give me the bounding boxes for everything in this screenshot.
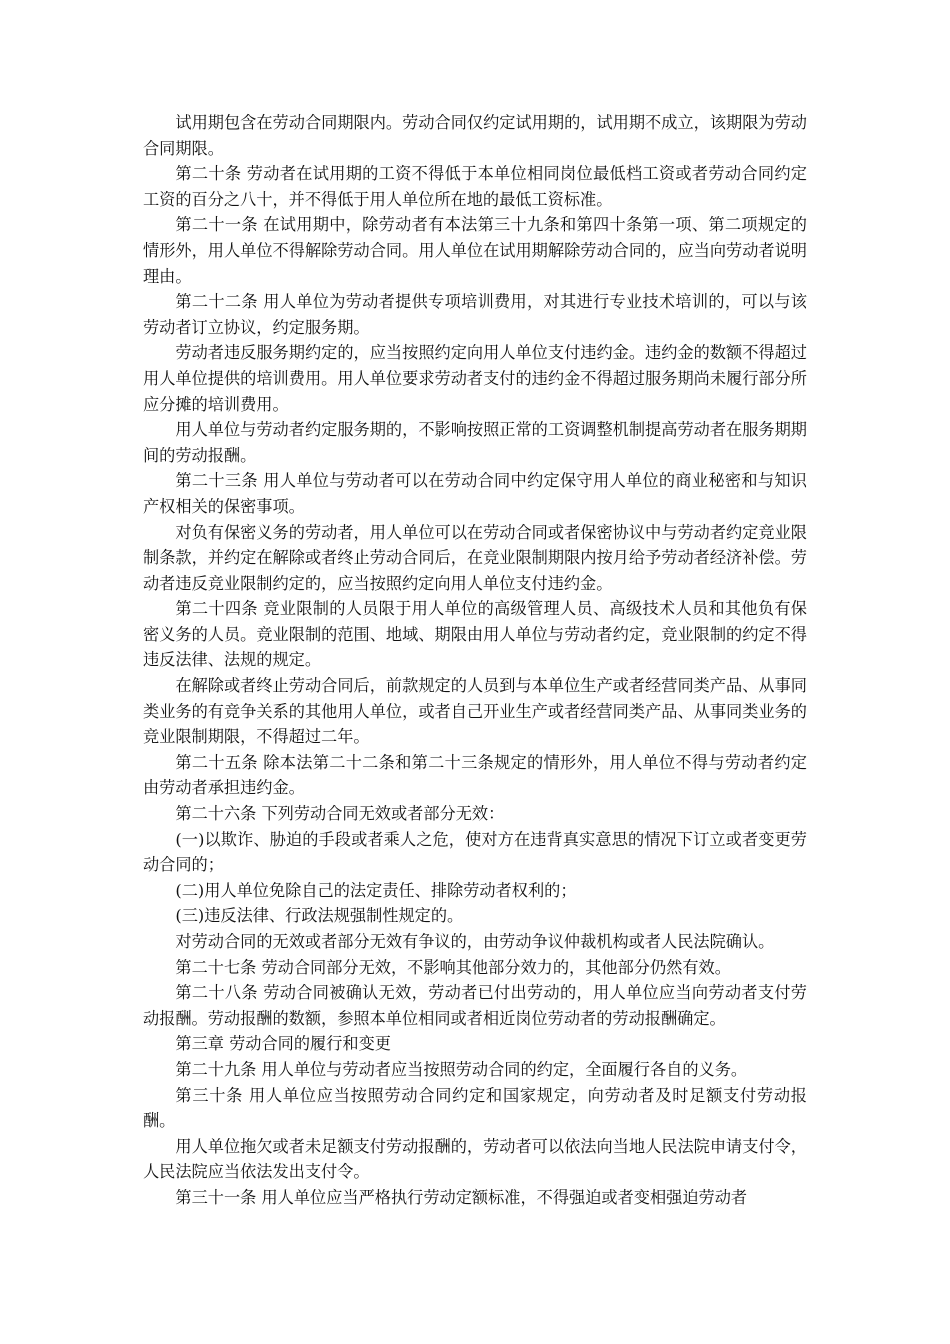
paragraph: 用人单位拖欠或者未足额支付劳动报酬的，劳动者可以依法向当地人民法院申请支付令，人民法院应当依法发出支付令。	[143, 1136, 807, 1182]
list-item: (二)用人单位免除自己的法定责任、排除劳动者权利的；	[175, 880, 577, 900]
paragraph: 第二十七条 劳动合同部分无效，不影响其他部分效力的，其他部分仍然有效。	[175, 957, 731, 977]
paragraph: 第二十二条 用人单位为劳动者提供专项培训费用，对其进行专业技术培训的，可以与该劳动者订立协议，约定服务期。	[143, 292, 807, 337]
paragraph: 对负有保密义务的劳动者，用人单位可以在劳动合同或者保密协议中与劳动者约定竞业限制条款，并约定在解除或者终止劳动合同后，在竞业限制期限内按月给予劳动者经济补偿。劳动者违反竞业限制约定的，应当按照约定向用人单位支付违约金。	[143, 522, 807, 593]
list-item: (一)以欺诈、胁迫的手段或者乘人之危，使对方在违背真实意思的情况下订立或者变更劳动合同的；	[143, 829, 807, 875]
paragraph: 劳动者违反服务期约定的，应当按照约定向用人单位支付违约金。违约金的数额不得超过用人单位提供的培训费用。用人单位要求劳动者支付的违约金不得超过服务期尚未履行部分所应分摊的培训费用。	[143, 343, 807, 414]
list-item: (三)违反法律、行政法规强制性规定的。	[175, 906, 464, 926]
paragraph: 对劳动合同的无效或者部分无效有争议的，由劳动争议仲裁机构或者人民法院确认。	[175, 932, 775, 951]
paragraph: 第二十一条 在试用期中，除劳动者有本法第三十九条和第四十条第一项、第二项规定的情形外，用人单位不得解除劳动合同。用人单位在试用期解除劳动合同的，应当向劳动者说明理由。	[143, 215, 807, 286]
paragraph: 第二十四条 竞业限制的人员限于用人单位的高级管理人员、高级技术人员和其他负有保密义务的人员。竞业限制的范围、地域、期限由用人单位与劳动者约定，竞业限制的约定不得违反法律、法规的规定。	[143, 599, 807, 670]
paragraph: 第二十五条 除本法第二十二条和第二十三条规定的情形外，用人单位不得与劳动者约定由劳动者承担违约金。	[143, 752, 807, 798]
paragraph: 试用期包含在劳动合同期限内。劳动合同仅约定试用期的，试用期不成立，该期限为劳动合同期限。	[143, 113, 807, 158]
paragraph: 第三十条 用人单位应当按照劳动合同约定和国家规定，向劳动者及时足额支付劳动报酬。	[143, 1085, 807, 1131]
chapter-heading: 第三章 劳动合同的履行和变更	[175, 1034, 391, 1054]
paragraph: 第二十三条 用人单位与劳动者可以在劳动合同中约定保守用人单位的商业秘密和与知识产权相关的保密事项。	[143, 471, 807, 516]
paragraph: 第二十九条 用人单位与劳动者应当按照劳动合同的约定，全面履行各自的义务。	[175, 1059, 748, 1079]
paragraph: 第二十六条 下列劳动合同无效或者部分无效：	[175, 804, 505, 824]
paragraph: 在解除或者终止劳动合同后，前款规定的人员到与本单位生产或者经营同类产品、从事同类业务的有竞争关系的其他用人单位，或者自己开业生产或者经营同类产品、从事同类业务的竞业限制期限，不得超过二年。	[143, 676, 807, 747]
paragraph: 第二十条 劳动者在试用期的工资不得低于本单位相同岗位最低档工资或者劳动合同约定工资的百分之八十，并不得低于用人单位所在地的最低工资标准。	[143, 164, 807, 209]
paragraph: 第三十一条 用人单位应当严格执行劳动定额标准，不得强迫或者变相强迫劳动者	[175, 1187, 748, 1207]
paragraph: 用人单位与劳动者约定服务期的，不影响按照正常的工资调整机制提高劳动者在服务期期间的劳动报酬。	[143, 420, 807, 465]
document-page	[143, 110, 807, 1211]
paragraph: 第二十八条 劳动合同被确认无效，劳动者已付出劳动的，用人单位应当向劳动者支付劳动报酬。劳动报酬的数额，参照本单位相同或者相近岗位劳动者的劳动报酬确定。	[143, 983, 807, 1028]
